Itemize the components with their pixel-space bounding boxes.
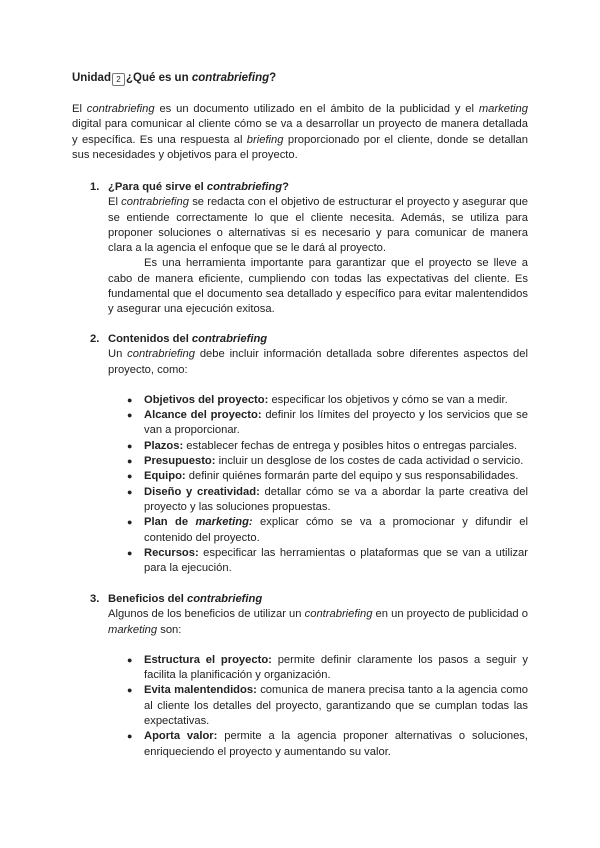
list-item: ● Alcance del proyecto: definir los límites del proyecto y los servicios que se van a proporcionar. — [127, 409, 528, 437]
section-3-intro: Algunos de los beneficios de utilizar un contrabriefing en un proyecto de publicidad o marketing son: — [108, 608, 528, 636]
title-text: ¿Qué es un — [125, 72, 192, 84]
bullet-icon: ● — [127, 410, 133, 421]
section-1-heading: 1. ¿Para qué sirve el contrabriefing? — [72, 180, 528, 195]
list-item: ● Plazos: establecer fechas de entrega y posibles hitos o entregas parciales. — [144, 439, 528, 454]
bullet-icon: ● — [127, 440, 133, 451]
section-1-paragraph-1: El contrabriefing se redacta con el objetivo de estructurar el proyecto y asegurar que se entiende correctamente lo que el cliente necesita. Además, se utiliza para proponer soluciones o alternativas si es necesario y para comunicar de manera clara a la agencia el enfoque que se le dará al proyecto. — [108, 196, 528, 255]
list-item: ● Evita malentendidos: comunica de manera precisa tanto a la agencia como al cliente los detalles del proyecto, garantizando que se cumplan todas las expectativas. — [127, 684, 528, 728]
bullet-icon: ● — [127, 486, 133, 497]
bullet-icon: ● — [127, 547, 133, 558]
list-item: ● Objetivos del proyecto: especificar los objetivos y cómo se van a medir. — [144, 393, 528, 408]
title-prefix: Unidad — [72, 72, 111, 84]
title-end: ? — [269, 72, 277, 84]
bullet-icon: ● — [127, 394, 133, 405]
section-3 — [72, 592, 528, 760]
section-2-number: 2. — [90, 333, 100, 345]
section-1-paragraph-2: Es una herramienta importante para garantizar que el proyecto se lleve a cabo de manera eficiente, cumpliendo con todas las expectativas del cliente. Es fundamental que el documento sea detallado y específico para evitar malentendidos y asegurar una ejecución exitosa. — [108, 257, 528, 316]
bullet-icon: ● — [127, 456, 133, 467]
list-item: ● Equipo: definir quiénes formarán parte del equipo y sus responsabilidades. — [144, 469, 528, 484]
section-2-heading: 2. Contenidos del contrabriefing — [72, 332, 528, 347]
intro-paragraph: El contrabriefing es un documento utilizado en el ámbito de la publicidad y el marketing digital para comunicar al cliente cómo se va a desarrollar un proyecto de manera detallada y específica. Es una respuesta al briefing proporcionado por el cliente, donde se detallan sus necesidades y objetivos para el proyecto. — [72, 103, 528, 161]
list-item: ● Recursos: especificar las herramientas o plataformas que se van a utilizar para la ejecución. — [127, 546, 528, 575]
list-item: ● Diseño y creatividad: detallar cómo se va a abordar la parte creativa del proyecto y las soluciones propuestas. — [127, 485, 528, 513]
title-box-number: 2 — [112, 73, 125, 86]
list-item: ● Plan de marketing: explicar cómo se va a promocionar y difundir el contenido del proyecto. — [127, 516, 528, 544]
section-1-number: 1. — [90, 181, 100, 193]
title-italic: contrabriefing — [191, 72, 270, 84]
bullet-icon: ● — [127, 654, 133, 665]
bullet-icon: ● — [127, 471, 133, 482]
section-2-list — [72, 393, 528, 577]
bullet-icon: ● — [127, 731, 133, 742]
list-item: ● Estructura el proyecto: permite definir claramente los pasos a seguir y facilita la planificación y organización. — [127, 653, 528, 682]
bullet-icon: ● — [127, 685, 133, 696]
section-2-intro: Un contrabriefing debe incluir información detallada sobre diferentes aspectos del proyecto, como: — [108, 348, 528, 376]
page-title — [72, 71, 276, 86]
bullet-icon: ● — [127, 517, 133, 528]
section-2 — [72, 332, 528, 576]
list-item: ● Presupuesto: incluir un desglose de los costes de cada actividad o servicio. — [144, 454, 528, 469]
section-1 — [72, 180, 528, 318]
section-3-list — [72, 653, 528, 760]
section-3-number: 3. — [90, 593, 100, 605]
list-item: ● Aporta valor: permite a la agencia proponer alternativas o soluciones, enriqueciendo el proyecto y aumentando su valor. — [127, 730, 528, 758]
section-3-heading: 3. Beneficios del contrabriefing — [72, 592, 528, 607]
